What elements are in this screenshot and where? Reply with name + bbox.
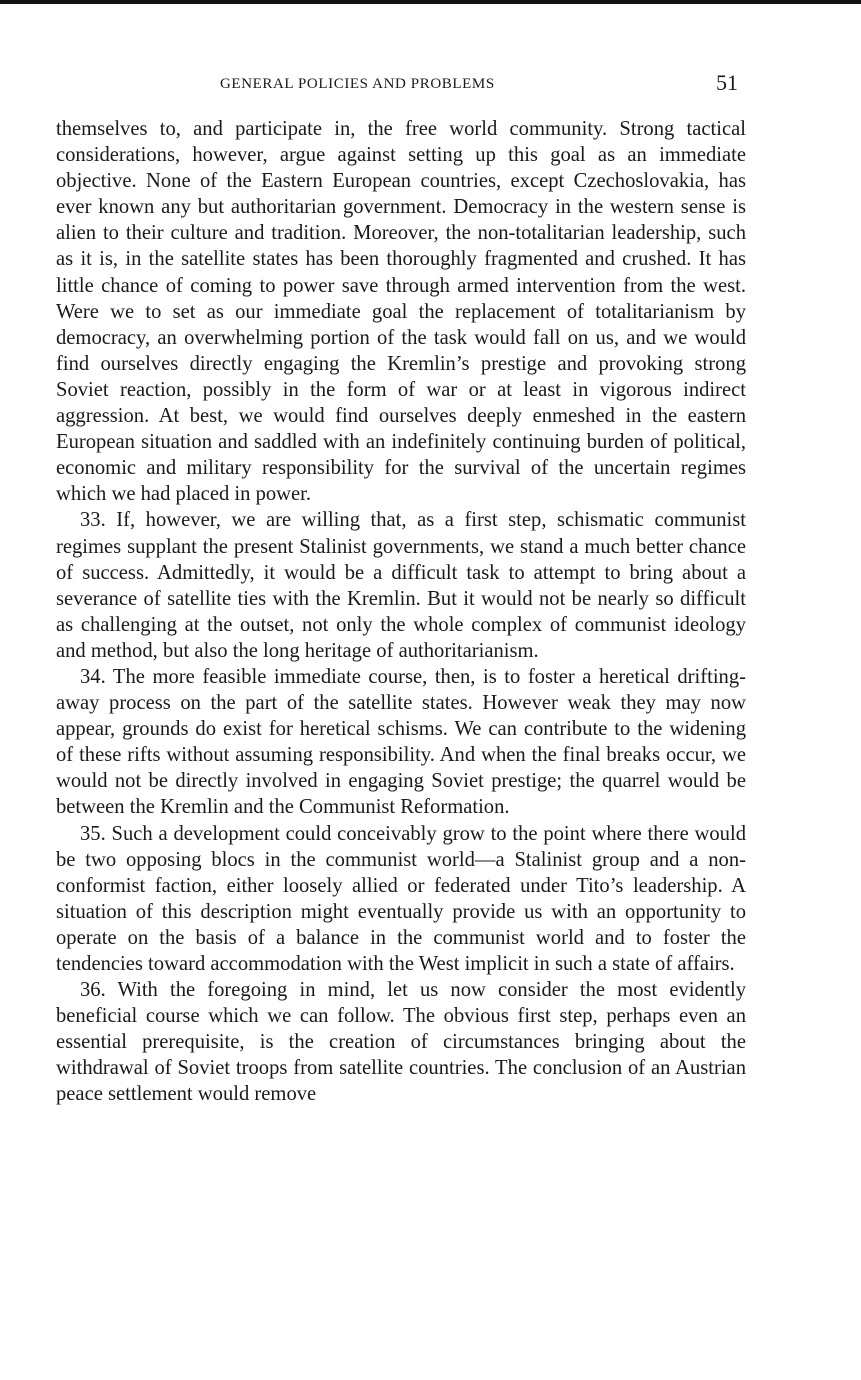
top-rule bbox=[0, 0, 861, 4]
paragraph-33: 33. If, however, we are willing that, as a first step, schismatic communist regimes supplant the present Stalinist governments, we stand a much better chance of success. Admittedly, it would be a difficult task to attempt to bring about a severance of satellite ties with the Kremlin. But it would not be nearly so difficult as challenging at the outset, not only the whole complex of communist ideology and method, but also the long heritage of authoritarianism. bbox=[56, 509, 746, 662]
paragraph-36: 36. With the foregoing in mind, let us now consider the most evidently beneficial course which we can follow. The obvious first step, perhaps even an essential prerequisite, is the creation of circumstances bringing about the withdrawal of Soviet troops from satellite countries. The conclusion of an Austrian peace settlement would remove bbox=[56, 979, 746, 1106]
running-head-title: GENERAL POLICIES AND PROBLEMS bbox=[220, 76, 495, 92]
body-text bbox=[56, 116, 746, 1108]
page-number: 51 bbox=[716, 70, 738, 95]
paragraph-34: 34. The more feasible immediate course, then, is to foster a heretical drifting-away process on the part of the satellite states. However weak they may now appear, grounds do exist for heretical schisms. We can contribute to the widening of these rifts without assuming responsibility. And when the final breaks occur, we would not be directly involved in engaging Soviet prestige; the quarrel would be between the Kremlin and the Communist Reformation. bbox=[56, 665, 746, 819]
running-head bbox=[56, 70, 746, 100]
paragraph-35: 35. Such a development could conceivably grow to the point where there would be two opposing blocs in the communist world—a Stalinist group and a non-conformist faction, either loosely allied or federated under Tito’s leadership. A situation of this description might eventually provide us with an opportunity to operate on the basis of a balance in the communist world and to foster the tendencies toward accommodation with the West implicit in such a state of affairs. bbox=[56, 822, 746, 975]
paragraph-continued: themselves to, and participate in, the free world community. Strong tactical considerations, however, argue against setting up this goal as an immediate objective. None of the Eastern European countries, except Czechoslovakia, has ever known any but authoritarian government. Democracy in the western sense is alien to their culture and tradition. Moreover, the non-totalitarian leadership, such as it is, in the satellite states has been thoroughly fragmented and crushed. It has little chance of coming to power save through armed intervention from the west. Were we to set as our immediate goal the replacement of totalitarianism by democracy, an overwhelming portion of the task would fall on us, and we would find ourselves directly engaging the Kremlin’s prestige and provoking strong Soviet reaction, possibly in the form of war or at least in vigorous indirect aggression. At best, we would find ourselves deeply enmeshed in the eastern European situation and saddled with an indefinitely continuing burden of political, economic and military responsibility for the survival of the uncertain regimes which we had placed in power. bbox=[56, 118, 746, 506]
